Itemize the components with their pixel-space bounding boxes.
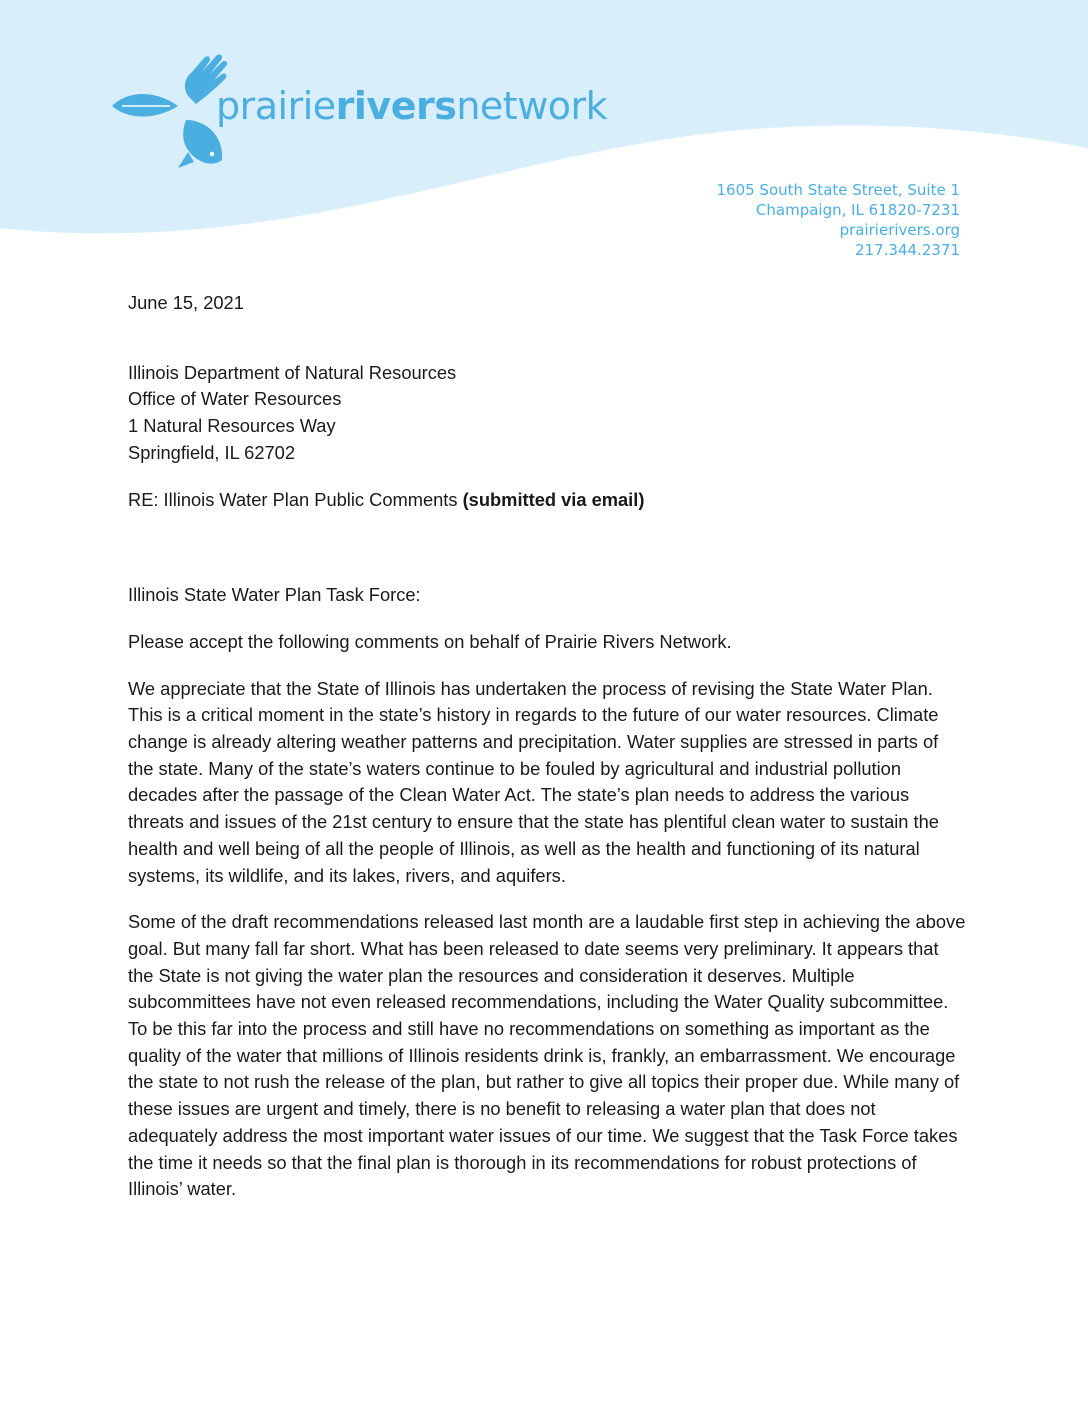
letter-date: June 15, 2021 — [128, 292, 244, 313]
wordmark-part-prairie: prairie — [216, 84, 336, 128]
subject-emphasis: (submitted via email) — [462, 488, 645, 510]
letter-body — [128, 290, 968, 1203]
wordmark-part-network: network — [456, 84, 608, 128]
subject-line — [128, 487, 968, 514]
body-paragraph-1: We appreciate that the State of Illinois has undertaken the process of revising the State Water Plan. This is a critical moment in the state’s history in regards to the future of our water resources. Climate change is already altering weather patterns and precipitation. Water supplies are stressed in parts of the state. Many of the state’s waters continue to be fouled by agricultural and industrial pollution decades after the passage of the Clean Water Act. The state’s plan needs to address the various threats and issues of the 21st century to ensure that the state has plentiful clean water to sustain the health and well being of all the people of Illinois, as well as the health and functioning of its natural systems, its wildlife, and its lakes, rivers, and aquifers. — [128, 677, 939, 886]
salutation: Illinois State Water Plan Task Force: — [128, 584, 421, 606]
recipient-line: Office of Water Resources — [128, 388, 342, 410]
recipient-line: 1 Natural Resources Way — [128, 415, 336, 437]
sender-address-block — [716, 180, 960, 260]
recipient-line: Springfield, IL 62702 — [128, 441, 296, 463]
body-paragraph-2: Some of the draft recommendations released last month are a laudable first step in achieving the above goal. But many fall far short. What has been released to date seems very preliminary. It appears that the State is not giving the water plan the resources and consideration it deserves. Multiple subcommittees have not even released recommendations, including the Water Quality subcommittee. To be this far into the process and still have no recommendations on something as important as the quality of the water that millions of Illinois residents drink is, frankly, an embarrassment. We encourage the state to not rush the release of the plan, but rather to give all topics their proper due. While many of these issues are urgent and timely, there is no benefit to releasing a water plan that does not adequately address the most important water issues of our time. We suggest that the Task Force takes the time it needs so that the final plan is thorough in its recommendations for robust protections of Illinois’ water. — [128, 911, 966, 1200]
intro-paragraph: Please accept the following comments on behalf of Prairie Rivers Network. — [128, 630, 732, 652]
address-city: Champaign, IL 61820-7231 — [755, 201, 960, 219]
address-phone: 217.344.2371 — [855, 241, 960, 259]
recipient-address — [128, 360, 968, 467]
address-website: prairierivers.org — [839, 221, 960, 239]
subject-text: RE: Illinois Water Plan Public Comments — [128, 488, 463, 510]
wordmark-part-rivers: rivers — [335, 84, 457, 128]
recipient-line: Illinois Department of Natural Resources — [128, 361, 457, 383]
address-street: 1605 South State Street, Suite 1 — [716, 181, 960, 199]
organization-wordmark — [216, 84, 607, 128]
